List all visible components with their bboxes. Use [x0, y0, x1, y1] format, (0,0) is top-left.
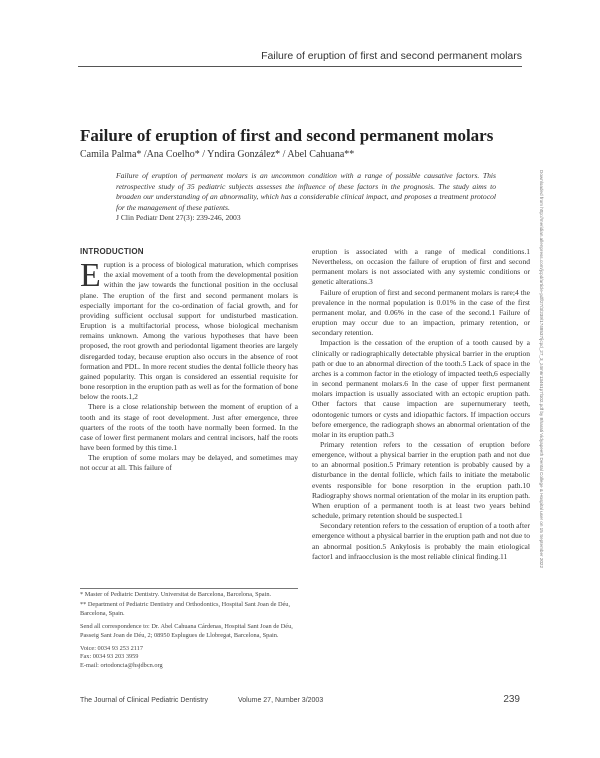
footnote-email: E-mail: ortodoncia@hsjdbcn.org — [80, 661, 163, 669]
footnote-rule — [80, 588, 298, 589]
drop-cap: E — [80, 257, 101, 295]
body-paragraph-3: Impaction is the cessation of the eruption of a tooth caused by a clinically or radiographically detectable physical barrier in the eruption path or due to an abnormal direction of the tooth.5 Lack of space in the arches is a common factor in the etiology of impacted teeth,6 especially in second permanent molars.6 In the case of upper first permanent molars impaction is usually associated with an ectopic eruption path. Other factors that cause impaction are supernumerary teeth, odontogenic tumors or cysts and idiopathic factors. If impaction occurs before emergence, the radiograph shows an abnormal orientation of the molar in its eruption path.3 — [312, 338, 530, 439]
download-side-note-text: Downloaded from http://meridian.allenpress.com/jcpd/article-pdf/27/3/239/1748537/jcpd_27_3_z4m6r13461p7l102.pdf by Bharati Vidyapeeth Dental College & Hospital user on 15 September 2022 — [539, 170, 544, 569]
body-paragraph-2: Failure of eruption of first and second permanent molars is rare;4 the prevalence in the normal population is 0.01% in the case of the first permanent molar, and 0.06% in the case of the second.1 Failure of eruption may occur due to an impaction, primary retention, or secondary retention. — [312, 287, 530, 338]
download-side-note — [536, 170, 544, 725]
left-column — [80, 247, 298, 473]
footer-volume: Volume 27, Number 3/2003 — [238, 697, 324, 704]
footnote-fax: Fax: 0034 93 203 3959 — [80, 653, 139, 661]
footnote-voice: Voice: 0034 93 253 2117 — [80, 645, 143, 653]
footnotes — [80, 591, 298, 672]
section-heading-introduction: INTRODUCTION — [80, 247, 144, 256]
intro-paragraph-3: The eruption of some molars may be delayed, and sometimes may not occur at all. This failure of — [80, 453, 298, 473]
header-rule — [78, 66, 522, 67]
article-citation: J Clin Pediatr Dent 27(3): 239-246, 2003 — [116, 213, 241, 222]
footnote-affiliation-1: * Master of Pediatric Dentistry. Universitat de Barcelona, Barcelona, Spain. — [80, 591, 272, 598]
page-number: 239 — [503, 694, 520, 705]
article-authors: Camila Palma* /Ana Coelho* / Yndira González* / Abel Cahuana** — [80, 149, 355, 160]
running-header: Failure of eruption of first and second permanent molars — [261, 50, 522, 62]
body-paragraph-1: eruption is associated with a range of medical conditions.1 Nevertheless, on occasion the failure of eruption of first and second permanent molars is not associated with any systemic conditions or genetic alterations.3 — [312, 247, 530, 287]
article-abstract: Failure of eruption of permanent molars is an uncommon condition with a range of possible causative factors. This retrospective study of 35 pediatric subjects assesses the influence of these factors in the prognosis. The study aims to broaden our understanding of an abnormality, which has a considerable clinical impact, and proposes a treatment protocol for the management of these patients. — [116, 171, 496, 212]
intro-paragraph-1 — [80, 257, 298, 402]
footnote-affiliation-2: ** Department of Pediatric Dentistry and Orthodontics, Hospital Sant Joan de Déu, Barcelona, Spain. — [80, 601, 291, 617]
intro-paragraph-2: There is a close relationship between the moment of eruption of a tooth and its stage of root development. Just after emergence, three quarters of the roots of the tooth have normally been formed. In the case of lower first permanent molars and central incisors, half the roots have been formed by this time.1 — [80, 402, 298, 452]
intro-paragraph-1-text: ruption is a process of biological maturation, which comprises the axial movement of a tooth from the developmental position within the jaw towards the functional position in the occlusal plane. The eruption of the first and second permanent molars is especially important for the co-ordination of facial growth, and for providing sufficient occlusal support for undisturbed mastication. Eruption is a multifactorial process, whose biological mechanism remains unknown. Among the various hypotheses that have been proposed, the root growth and periodontal ligament theories are largely disregarded today, because eruption also occurs in the absence of root formation and PDL. In more recent studies the dental follicle theory has gained popularity. This organ is considered an essential requisite for bone resorption in the eruption path as well as for the formation of bone below the roots.1,2 — [80, 260, 298, 402]
right-column — [312, 247, 530, 562]
footer-journal-name: The Journal of Clinical Pediatric Dentistry — [80, 697, 208, 704]
body-paragraph-4: Primary retention refers to the cessation of eruption before emergence, without a physical barrier in the eruption path and not due to an abnormal position.5 Primary retention is probably caused by a disturbance in the dental follicle, which fails to initiate the metabolic events responsible for bone resorption in the eruption path.10 Radiography shows normal orientation of the molar in its eruption path. When eruption of a permanent tooth is at least two years behind schedule, primary retention should be suspected.1 — [312, 439, 530, 521]
body-paragraph-5: Secondary retention refers to the cessation of eruption of a tooth after emergence without a physical barrier in the eruption path and not due to an abnormal position.5 Ankylosis is probably the main etiological factor1 and infraocclusion is the most reliable clinical finding.11 — [312, 521, 530, 561]
article-title: Failure of eruption of first and second permanent molars — [80, 126, 494, 145]
footnote-correspondence: Send all correspondence to: Dr. Abel Cahuana Cárdenas, Hospital Sant Joan de Déu, Passeig Sant Joan de Déu, 2; 08950 Esplugues de Llobregat, Barcelona, Spain. — [80, 623, 293, 639]
